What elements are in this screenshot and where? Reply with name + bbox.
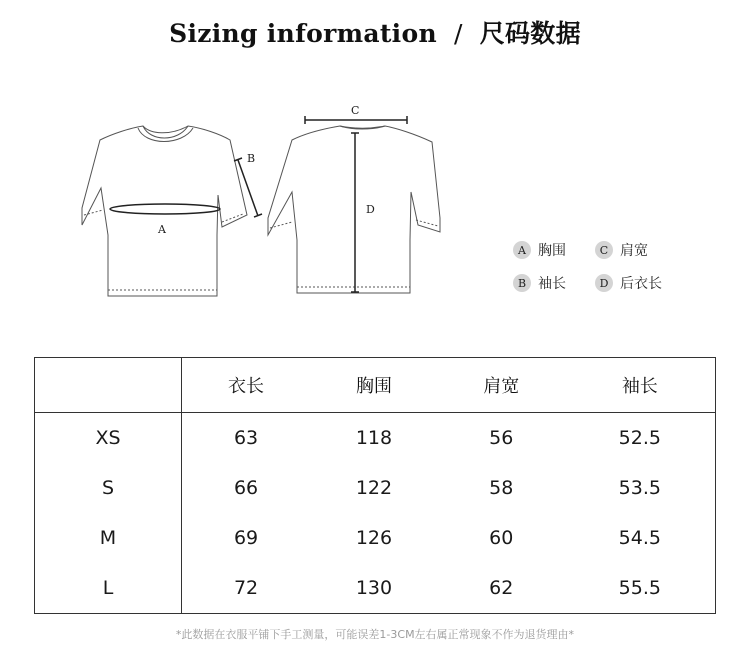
shoulder-value: 56 bbox=[489, 427, 514, 449]
legend-item-length bbox=[595, 273, 662, 293]
chest-value: 122 bbox=[355, 477, 393, 499]
length-value: 69 bbox=[233, 527, 259, 549]
length-value: 63 bbox=[233, 427, 259, 449]
sleeve-value: 55.5 bbox=[618, 577, 661, 599]
chest-value: 126 bbox=[355, 527, 393, 549]
legend-badge-a: A bbox=[513, 241, 531, 259]
legend-label-sleeve: 袖长 bbox=[538, 276, 566, 292]
table-row bbox=[35, 413, 716, 464]
size-label: S bbox=[35, 463, 182, 513]
shoulder-value: 62 bbox=[489, 577, 514, 599]
legend-badge-b: B bbox=[513, 274, 531, 292]
sleeve-value: 52.5 bbox=[618, 427, 661, 449]
header-corner bbox=[35, 358, 182, 413]
title-separator: / bbox=[453, 19, 463, 48]
legend-label-chest: 胸围 bbox=[538, 243, 566, 259]
measurement-disclaimer: *此数据在衣服平铺下手工测量，可能误差1-3CM左右属正常现象不作为退货理由* bbox=[175, 628, 575, 641]
header-length: 衣长 bbox=[182, 358, 311, 413]
legend-item-sleeve bbox=[513, 273, 566, 293]
title-chinese: 尺码数据 bbox=[479, 19, 581, 48]
size-table bbox=[34, 357, 716, 614]
diagram-label-c: C bbox=[351, 104, 360, 117]
back-tshirt-illustration bbox=[268, 116, 440, 293]
diagram-label-b: B bbox=[247, 152, 256, 165]
chest-measure-ellipse bbox=[110, 204, 220, 214]
table-row bbox=[35, 513, 716, 563]
header-sleeve: 袖长 bbox=[565, 358, 716, 413]
size-label: M bbox=[35, 513, 182, 563]
legend-item-shoulder bbox=[595, 240, 648, 260]
legend-item-chest bbox=[513, 240, 566, 260]
length-value: 72 bbox=[233, 577, 259, 599]
table-header-row bbox=[35, 358, 716, 413]
shoulder-value: 60 bbox=[489, 527, 514, 549]
size-label: XS bbox=[35, 413, 182, 464]
front-tshirt-illustration bbox=[82, 126, 262, 296]
diagram-label-a: A bbox=[158, 223, 166, 236]
legend-label-length: 后衣长 bbox=[620, 276, 662, 292]
shoulder-value: 58 bbox=[489, 477, 514, 499]
header-chest: 胸围 bbox=[310, 358, 438, 413]
size-label: L bbox=[35, 563, 182, 614]
chest-value: 130 bbox=[355, 577, 393, 599]
measurement-legend bbox=[513, 238, 713, 308]
title-english: Sizing information bbox=[169, 19, 437, 48]
table-row bbox=[35, 463, 716, 513]
legend-badge-d: D bbox=[595, 274, 613, 292]
chest-value: 118 bbox=[355, 427, 393, 449]
legend-label-shoulder: 肩宽 bbox=[620, 243, 648, 259]
header-shoulder: 肩宽 bbox=[438, 358, 565, 413]
sleeve-value: 53.5 bbox=[618, 477, 661, 499]
table-row bbox=[35, 563, 716, 614]
legend-badge-c: C bbox=[595, 241, 613, 259]
sleeve-value: 54.5 bbox=[618, 527, 661, 549]
length-value: 66 bbox=[233, 477, 259, 499]
diagram-label-d: D bbox=[366, 203, 375, 216]
